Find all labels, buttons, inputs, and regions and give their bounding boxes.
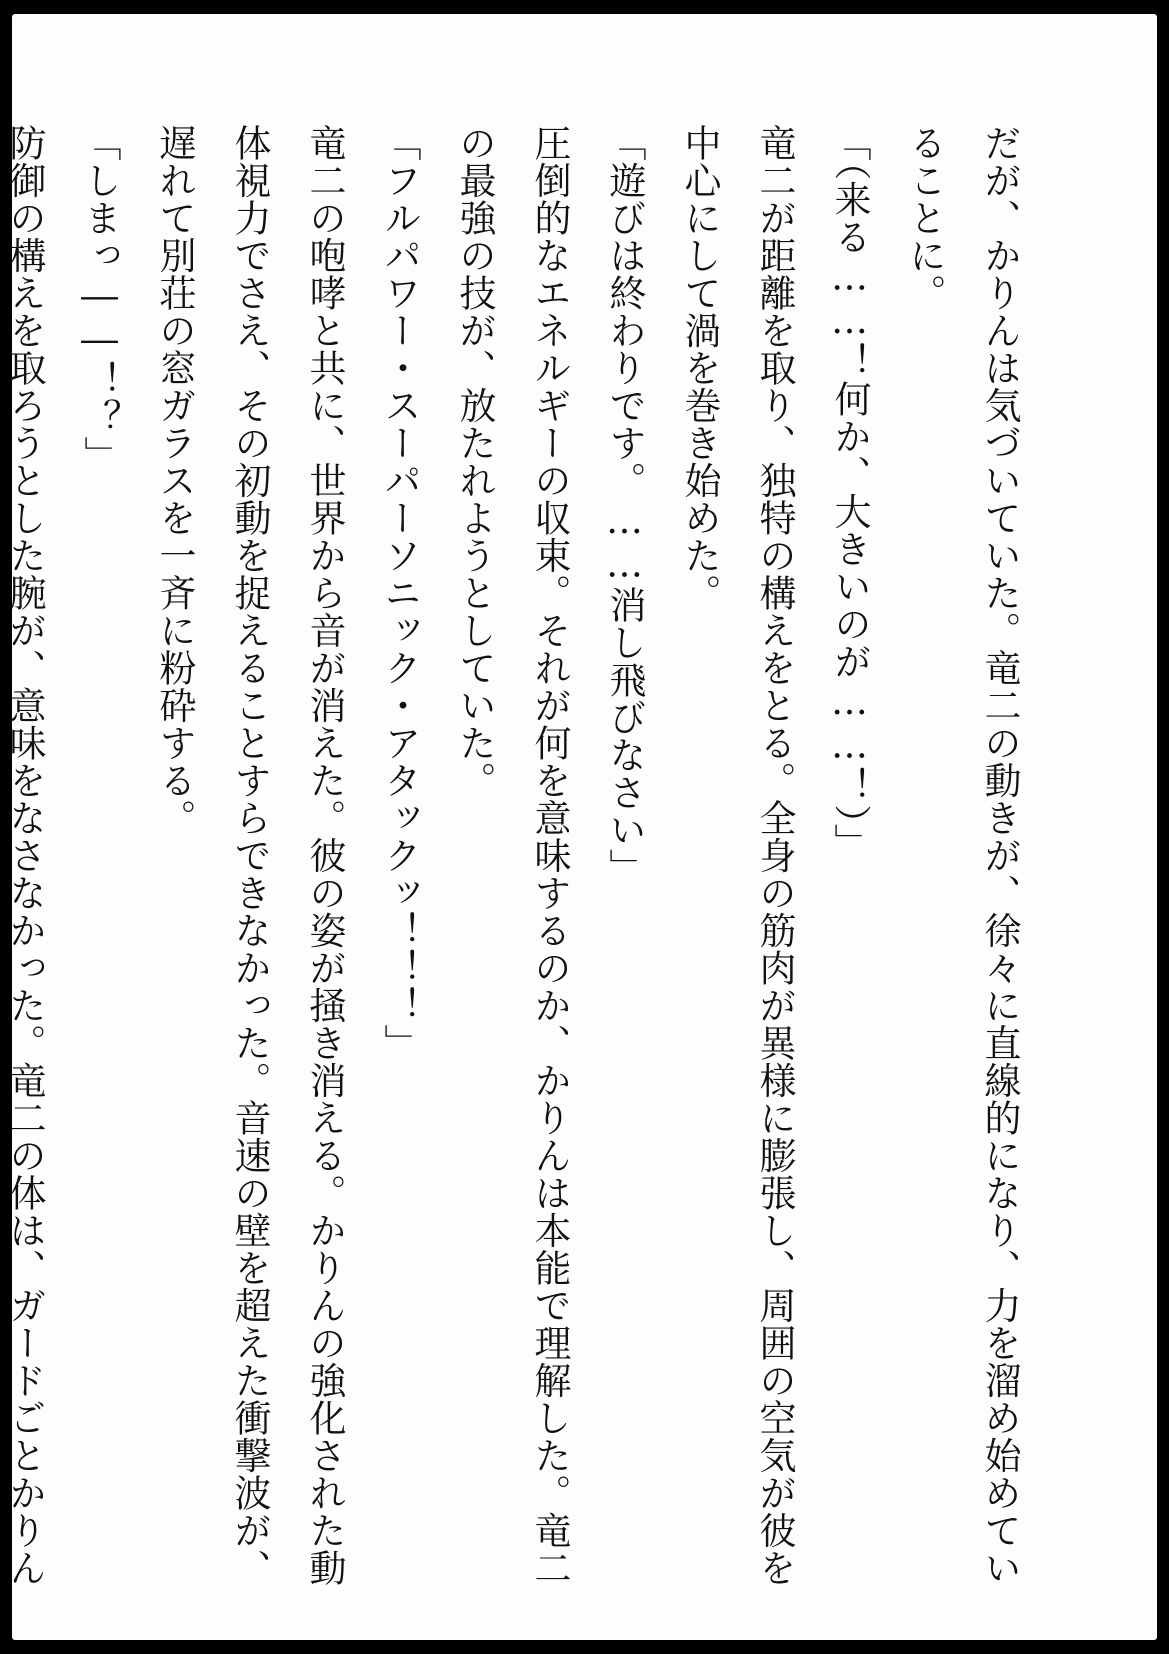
text-line: だが、かりんは気づいていた。竜二の動きが、徐々に直線的になり、力を溜め始めていることに。 — [903, 124, 1021, 1587]
text-line: 竜二の咆哮と共に、世界から音が消えた。彼の姿が掻き消える。かりんの強化された動体視力でさえ、その初動を捉えることすらできなかった。音速の壁を超えた衝撃波が、遅れて別荘の窓ガラスを一斉に粉砕する。 — [153, 124, 346, 1587]
document-page — [3, 14, 1157, 1640]
text-line: 「（来る……！何か、大きいのが……！）」 — [828, 124, 871, 861]
text-line: 「フルパワー・スーパーソニック・アタックッ！！！」 — [378, 124, 421, 1062]
novel-text — [0, 124, 1037, 1604]
text-line: 防御の構えを取ろうとした腕が、意味をなさなかった。竜二の体は、ガードごとかりん — [3, 124, 46, 1587]
text-line: 竜二が距離を取り、独特の構えをとる。全身の筋肉が異様に膨張し、周囲の空気が彼を中心にして渦を巻き始めた。 — [678, 124, 796, 1587]
text-line: 「しまっ――！？」 — [78, 124, 121, 474]
text-line: 「遊びは終わりです。……消し飛びなさい」 — [603, 124, 646, 886]
text-line: 圧倒的なエネルギーの収束。それが何を意味するのか、かりんは本能で理解した。竜二の最強の技が、放たれようとしていた。 — [453, 124, 571, 1587]
